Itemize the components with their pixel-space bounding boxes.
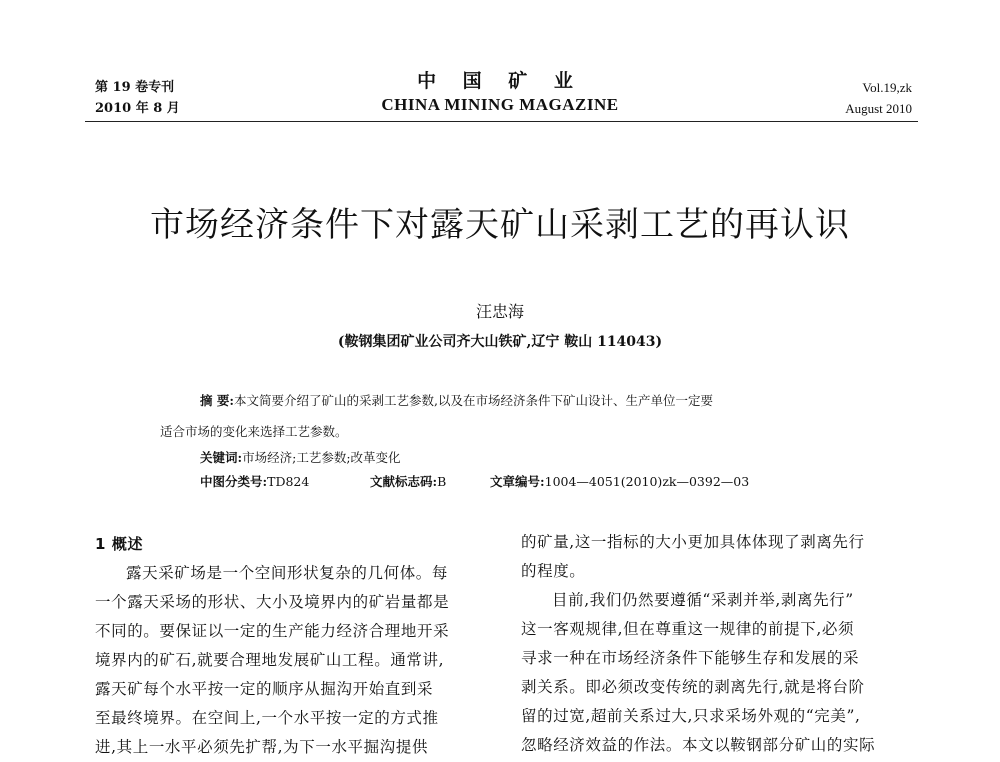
journal-name-cn: 中 国 矿 业 — [417, 70, 583, 92]
volume-cn: 第 19 卷专刊 — [95, 80, 175, 95]
classification-line — [200, 471, 749, 493]
body-line: 的矿量,这一指标的大小更加具体体现了剥离先行 — [521, 533, 865, 551]
body-line: 境界内的矿石,就要合理地发展矿山工程。通常讲, — [95, 651, 445, 669]
header-right — [845, 77, 912, 119]
article-title: 市场经济条件下对露天矿山采剥工艺的再认识 — [150, 205, 850, 245]
body-column-left — [95, 530, 495, 762]
body-line: 的程度。 — [521, 562, 586, 580]
body-line: 留的过宽,超前关系过大,只求采场外观的“完美”, — [521, 707, 861, 725]
doc-code-label: 文献标志码: — [370, 474, 438, 489]
author-affiliation: (鞍钢集团矿业公司齐大山铁矿,辽宁 鞍山 114043) — [337, 334, 663, 350]
body-line: 露天采矿场是一个空间形状复杂的几何体。每 — [126, 564, 449, 582]
body-line: 目前,我们仍然要遵循“采剥并举,剥离先行” — [552, 591, 854, 609]
abstract-text-2: 适合市场的变化来选择工艺参数。 — [160, 424, 348, 439]
clc-label: 中图分类号: — [200, 474, 268, 489]
body-line: 忽略经济效益的作法。本文以鞍钢部分矿山的实际 — [521, 736, 876, 754]
keywords-text: 市场经济;工艺参数;改革变化 — [242, 450, 401, 465]
keywords-line — [200, 447, 401, 469]
volume-en: Vol.19,zk — [862, 80, 912, 95]
body-line: 寻求一种在市场经济条件下能够生存和发展的采 — [521, 649, 860, 667]
article-no-value: 1004—4051(2010)zk—0392—03 — [544, 474, 750, 489]
body-line: 露天矿每个水平按一定的顺序从掘沟开始直到采 — [95, 680, 434, 698]
abstract-label: 摘 要: — [200, 393, 234, 408]
abstract-text-1: 本文简要介绍了矿山的采剥工艺参数,以及在市场经济条件下矿山设计、生产单位一定要 — [233, 393, 713, 408]
clc-value: TD824 — [267, 474, 310, 489]
body-line: 这一客观规律,但在尊重这一规律的前提下,必须 — [521, 620, 855, 638]
keywords-label: 关键词: — [200, 450, 243, 465]
abstract-line-1 — [200, 390, 713, 412]
date-en: August 2010 — [845, 101, 912, 116]
date-cn: 2010 年 8 月 — [95, 101, 180, 116]
body-line: 不同的。要保证以一定的生产能力经济合理地开采 — [95, 622, 450, 640]
body-line: 至最终境界。在空间上,一个水平按一定的方式推 — [95, 709, 439, 727]
article-no-label: 文章编号: — [490, 474, 545, 489]
journal-name-en: CHINA MINING MAGAZINE — [381, 95, 619, 114]
doc-code-value: B — [437, 474, 447, 489]
body-line: 进,其上一水平必须先扩帮,为下一水平掘沟提供 — [95, 738, 429, 756]
header-rule — [85, 121, 918, 122]
body-column-right — [521, 528, 921, 760]
body-line: 剥关系。即必须改变传统的剥离先行,就是将台阶 — [521, 678, 865, 696]
abstract-line-2 — [160, 421, 348, 443]
body-line: 一个露天采场的形状、大小及境界内的矿岩量都是 — [95, 593, 450, 611]
section-heading: 1 概述 — [95, 535, 144, 553]
author-name: 汪忠海 — [475, 302, 524, 321]
